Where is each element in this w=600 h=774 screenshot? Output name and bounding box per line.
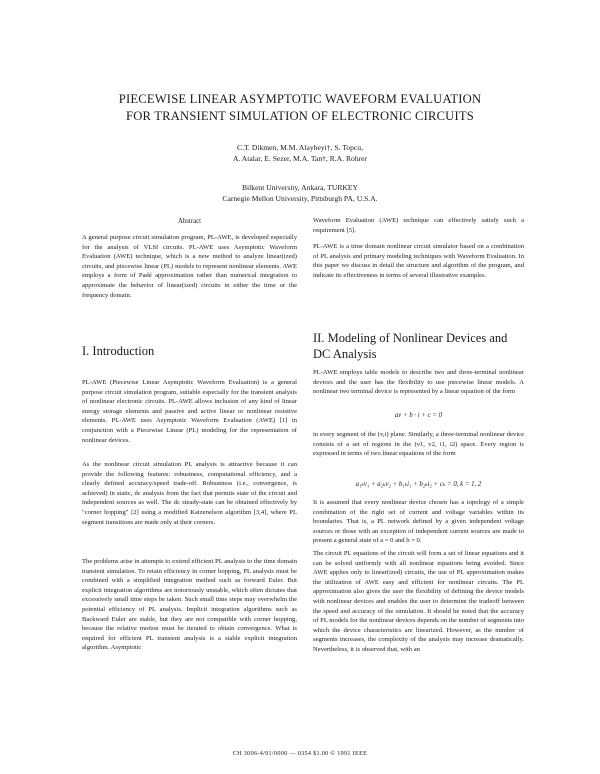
- abstract-text: A general purpose circuit simulation program, PL-AWE, is developed especially for the analysis of VLSI circuits. PL-AWE uses Asymptotic Waveform Evaluation (AWE) technique, which is a new method to analyze linear(ized) circuits, and piecewise linear (PL) models to represent nonlinear elements. AWE employs a form of Padé approximation rather than numerical integration to approximate the behavior of linear(ized) circuits in either the time or the frequency domain.: [82, 234, 297, 299]
- affiliation-line-1: Bilkent University, Ankara, TURKEY: [241, 183, 358, 192]
- right-paragraph-1: Waveform Evaluation (AWE) technique can effectively satisfy such a requirement [5].: [313, 217, 524, 234]
- intro-paragraph-3: The problems arise in attempts to extend efficient PL analysis to the time domain transient simulation. To retain efficiency in corner hopping, PL analysis must be combined with a simplified integration method such as forward Euler. But explicit integration algorithms are notoriously unstable, which often dictates that excessively small time steps be taken. Such small time steps may overwhelm the potential efficiency of PL analysis. Implicit integration algorithms such as Backward Euler are stable, but they are not compatible with corner hopping, because the relative motion must be iterated to obtain convergence. What is required for efficient PL transient analysis is a stable explicit integration algorithm. Asymptotic: [82, 558, 297, 652]
- author-list: [120, 142, 480, 164]
- right-paragraph-5: It is assumed that every nonlinear device chosen has a topology of a simple combination of the right set of current and voltage variables within its boundaries. That is, a PL network defined by a given independent voltage sources or those with an exception of independent current sources are made to present a general state of a = 0 and b = 0.: [313, 499, 524, 545]
- paper-title: [60, 91, 540, 125]
- title-line-2: FOR TRANSIENT SIMULATION OF ELECTRONIC CIRCUITS: [126, 109, 474, 123]
- equation-2: a₁ₖv₁ + a₂ₖv₂ + b₁ₖi₁ + b₂ₖi₂ + cₖ = 0, k = 1, 2: [355, 481, 482, 488]
- affiliation-list: [120, 182, 480, 204]
- abstract-body: [82, 233, 297, 300]
- right-paragraph-6: The circuit PL equations of the circuit will form a set of linear equations and it can be solved uniformly with all nonlinear equations being avoided. Since AWE applies only to linear(ized) circuits, the use of PL approximation makes the utilization of AWE easy and efficient for nonlinear circuits. The PL approximation also gives the user the flexibility of defining the device models with nonlinear devices and enables the user to determine the tradeoff between the speed and accuracy of the simulation. It should be noted that the accuracy of PL models for the nonlinear devices depends on the number of segments into which the device characteristics are linearized. However, as the number of segments increases, the complexity of the analysis may increase dramatically. Nevertheless, it is observed that, with an: [313, 550, 524, 653]
- modeling-heading: II. Modeling of Nonlinear Devices and DC Analysis: [313, 331, 508, 361]
- abstract-heading: Abstract: [177, 218, 202, 225]
- equation-1: av + b · i + c = 0: [394, 412, 443, 419]
- right-paragraph-4: in every segment of the (v,i) plane. Similarly, a three-terminal nonlinear device consists of a set of regions in the (v1, v2, i1, i2) space. Every region is expressed in terms of two linear equations of the form: [313, 431, 524, 458]
- affiliation-line-2: Carnegie Mellon University, Pittsburgh PA, U.S.A.: [222, 194, 378, 203]
- right-paragraph-3: PL-AWE employs table models to describe two and three-terminal nonlinear devices and the user has the flexibility to use piecewise linear models. A nonlinear two terminal device is represented by a linear equation of the form: [313, 369, 524, 396]
- title-line-1: PIECEWISE LINEAR ASYMPTOTIC WAVEFORM EVALUATION: [118, 92, 482, 106]
- page-footer: CH 3006-4/91/0000 — 0354 $1.00 © 1991 IEEE: [232, 750, 368, 757]
- authors-line-2: A. Atalar, E. Sezer, M.A. Tan†, R.A. Rohrer: [232, 154, 368, 163]
- introduction-heading: I. Introduction: [82, 344, 155, 358]
- intro-paragraph-1: PL-AWE (Piecewise Linear Asymptotic Waveform Evaluation) is a general purpose circuit simulation program, suitable especially for the transient analysis of nonlinear electronic circuits. PL-AWE allows inclusion of any kind of linear energy storage elements and passive and active linear or nonlinear resistive elements. PL-AWE uses Asymptotic Waveform Evaluation (AWE) [1] in conjunction with a Piecewise Linear (PL) modeling for the representation of nonlinear devices.: [82, 379, 297, 444]
- intro-paragraph-2: As the nonlinear circuit simulation PL analysis is attractive because it can provide the following features: robustness, computational efficiency, and a clearly defined accuracy/speed trade-off. Robustness (i.e., convergence, is achieved) in static, dc analysis from the fact that permits state of the circuit and independent sources as well. The dc steady-state can be obtained effectively by "corner hopping" [2] using a modified Katzenelson algorithm [3,4], where PL segment transitions are made only at their corners.: [82, 461, 297, 526]
- right-paragraph-2: PL-AWE is a time domain nonlinear circuit simulator based on a combination of PL analysis and primary modeling techniques with Waveform Evaluation. In this paper we discuss in detail the structure and algorithm of the program, and indicate its effectiveness in terms of several illustrative examples.: [313, 243, 524, 279]
- authors-line-1: C.T. Dikmen, M.M. Alaybeyi†, S. Topcu,: [237, 143, 363, 152]
